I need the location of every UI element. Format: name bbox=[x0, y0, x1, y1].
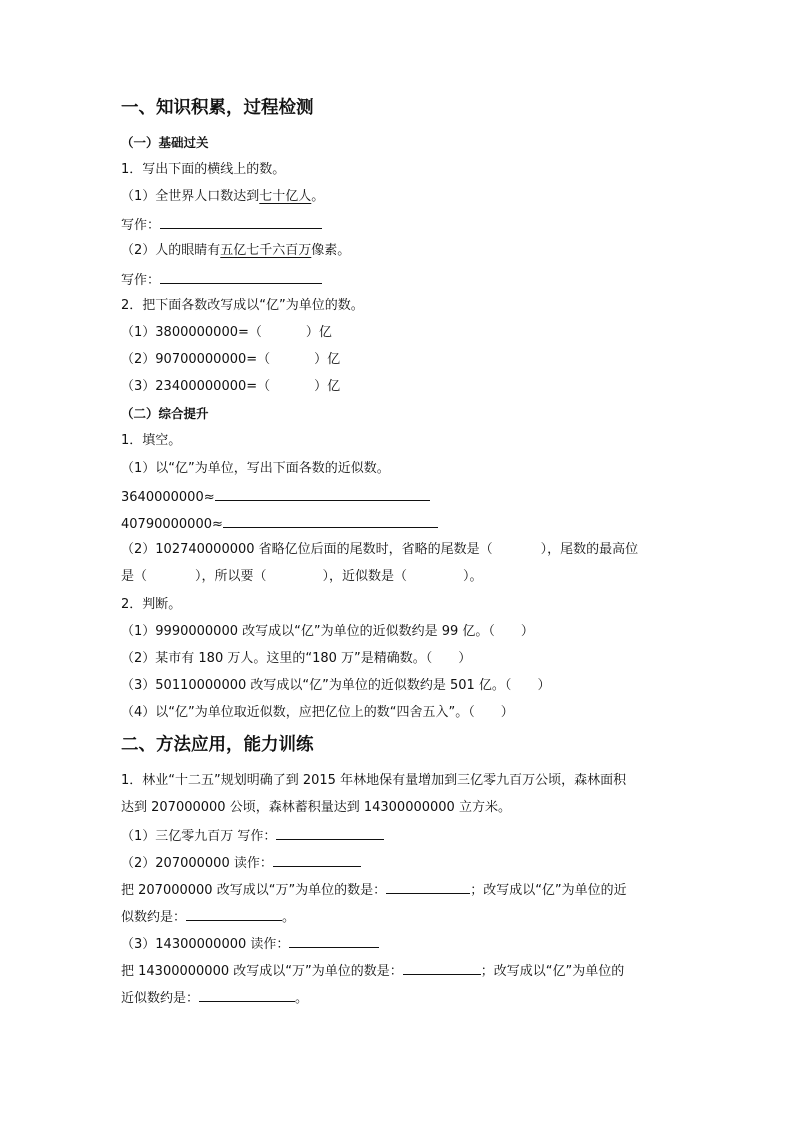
p2q1-stem: 1．填空。 bbox=[121, 433, 182, 448]
s2q1-line2: 达到 207000000 公顷，森林蓄积量达到 14300000000 立方米。 bbox=[121, 800, 511, 815]
q1-item2-answer: 写作： bbox=[121, 270, 322, 290]
answer-blank[interactable] bbox=[386, 880, 470, 894]
underlined-text: 七十亿人 bbox=[259, 189, 312, 204]
part1-title: （一）基础过关 bbox=[121, 135, 209, 150]
approx-line-2: 40790000000≈ bbox=[121, 514, 438, 534]
section1-title: 一、知识积累，过程检测 bbox=[121, 98, 314, 118]
q2-stem: 2．把下面各数改写成以“亿”为单位的数。 bbox=[121, 298, 364, 313]
answer-blank[interactable] bbox=[199, 988, 295, 1002]
judge-item: （1）9990000000 改写成以“亿”为单位的近似数约是 99 亿。（ ） bbox=[121, 624, 534, 639]
p2q1-sub1: （1）以“亿”为单位，写出下面各数的近似数。 bbox=[121, 461, 390, 476]
answer-blank[interactable] bbox=[160, 270, 322, 284]
s2q1-a2-line2: 似数约是： 。 bbox=[121, 907, 295, 927]
p2q2-stem: 2．判断。 bbox=[121, 597, 182, 612]
q2-item: （3）23400000000=（ ）亿 bbox=[121, 379, 341, 394]
answer-blank[interactable] bbox=[289, 934, 379, 948]
answer-blank[interactable] bbox=[160, 215, 322, 229]
part2-title: （二）综合提升 bbox=[121, 406, 209, 421]
s2q1-line1: 1．林业“十二五”规划明确了到 2015 年林地保有量增加到三亿零九百万公顷，森林面积 bbox=[121, 773, 627, 788]
answer-blank[interactable] bbox=[403, 961, 481, 975]
answer-blank[interactable] bbox=[215, 487, 430, 501]
section2-title: 二、方法应用，能力训练 bbox=[121, 735, 314, 755]
answer-blank[interactable] bbox=[276, 826, 384, 840]
p2q1-sub2-line2: 是（ ），所以要（ ），近似数是（ ）。 bbox=[121, 569, 483, 584]
judge-item: （2）某市有 180 万人。这里的“180 万”是精确数。（ ） bbox=[121, 651, 472, 666]
q2-item: （2）90700000000=（ ）亿 bbox=[121, 352, 341, 367]
p2q1-sub2-line1: （2）102740000000 省略亿位后面的尾数时，省略的尾数是（ ），尾数的最高位 bbox=[121, 542, 639, 557]
approx-line-1: 3640000000≈ bbox=[121, 487, 430, 507]
s2q1-a3-line1: 把 14300000000 改写成以“万”为单位的数是： ；改写成以“亿”为单位的 bbox=[121, 961, 624, 981]
q1-item1: （1）全世界人口数达到七十亿人。 bbox=[121, 189, 325, 204]
underlined-text: 五亿七千六百万 bbox=[220, 243, 312, 258]
q1-stem: 1．写出下面的横线上的数。 bbox=[121, 162, 286, 177]
judge-item: （3）50110000000 改写成以“亿”为单位的近似数约是 501 亿。（ ） bbox=[121, 678, 551, 693]
q1-item1-answer: 写作： bbox=[121, 215, 322, 235]
answer-blank[interactable] bbox=[273, 853, 361, 867]
answer-blank[interactable] bbox=[223, 514, 438, 528]
q2-item: （1）3800000000=（ ）亿 bbox=[121, 325, 332, 340]
s2q1-a1: （1）三亿零九百万 写作： bbox=[121, 826, 384, 846]
s2q1-a2-line1: 把 207000000 改写成以“万”为单位的数是： ；改写成以“亿”为单位的近 bbox=[121, 880, 627, 900]
q1-item2: （2）人的眼睛有五亿七千六百万像素。 bbox=[121, 243, 351, 258]
answer-blank[interactable] bbox=[186, 907, 282, 921]
judge-item: （4）以“亿”为单位取近似数，应把亿位上的数“四舍五入”。（ ） bbox=[121, 705, 514, 720]
s2q1-a3: （3）14300000000 读作： bbox=[121, 934, 379, 954]
s2q1-a3-line2: 近似数约是： 。 bbox=[121, 988, 308, 1008]
s2q1-a2: （2）207000000 读作： bbox=[121, 853, 361, 873]
